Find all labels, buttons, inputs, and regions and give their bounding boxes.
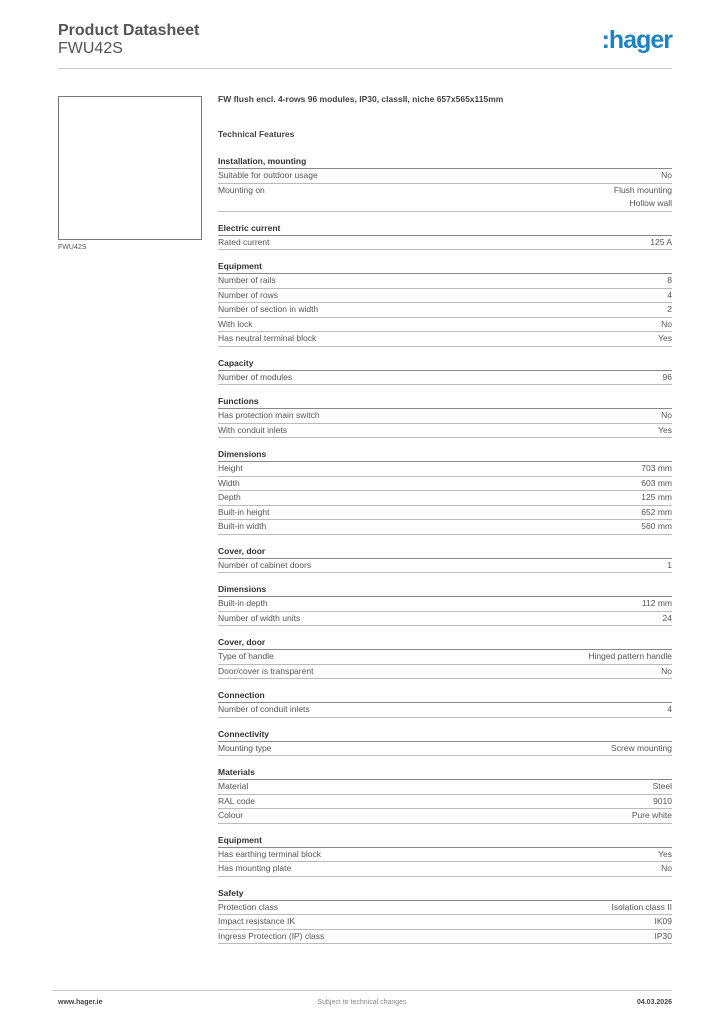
spec-label: Number of cabinet doors [218, 559, 312, 570]
section-heading: Materials [218, 766, 672, 780]
spec-value: Yes [658, 848, 672, 859]
spec-row [218, 371, 672, 386]
spec-row [218, 780, 672, 795]
section-heading: Cover, door [218, 545, 672, 559]
spec-row [218, 506, 672, 521]
spec-label: Material [218, 781, 249, 791]
spec-value: 9010 [653, 795, 672, 806]
spec-label: Protection class [218, 901, 278, 912]
footer-date: 04.03.2026 [636, 999, 672, 1006]
footer-notice: Subject to technical changes [317, 999, 407, 1006]
spec-value: 24 [662, 612, 672, 623]
image-caption: FWU42S [58, 244, 87, 251]
spec-sections [218, 155, 672, 944]
section-heading: Capacity [218, 357, 672, 371]
spec-label: Built-in height [218, 506, 270, 517]
spec-row [218, 665, 672, 680]
section-heading: Dimensions [218, 583, 672, 597]
spec-value: 2 [667, 304, 672, 314]
spec-row [218, 650, 672, 665]
spec-value: Screw mounting [611, 742, 672, 753]
product-description: FW flush encl. 4-rows 96 modules, IP30, classII, niche 657x565x115mm [218, 94, 504, 104]
spec-label: Height [218, 463, 243, 473]
spec-label: Has neutral terminal block [218, 333, 317, 343]
spec-label: Impact resistance IK [218, 916, 296, 926]
section-heading: Cover, door [218, 636, 672, 650]
spec-row [218, 409, 672, 424]
spec-section [218, 766, 672, 824]
spec-label: With lock [218, 318, 253, 329]
spec-row [218, 236, 672, 251]
spec-row [218, 862, 672, 877]
spec-row [218, 597, 672, 612]
spec-row [218, 318, 672, 333]
spec-row [218, 795, 672, 810]
spec-row [218, 303, 672, 318]
spec-row [218, 848, 672, 863]
spec-row [218, 289, 672, 304]
spec-row [218, 332, 672, 347]
product-image [58, 96, 202, 240]
spec-label: Number of section in width [218, 304, 319, 314]
spec-value: 112 mm [641, 598, 672, 608]
section-heading: Safety [218, 887, 672, 901]
section-heading: Electric current [218, 222, 672, 236]
hager-logo: :hager [601, 26, 672, 54]
section-heading: Equipment [218, 834, 672, 848]
section-heading: Dimensions [218, 448, 672, 462]
product-code: FWU42S [58, 40, 123, 57]
spec-row [218, 169, 672, 184]
spec-value: IK09 [654, 916, 672, 926]
spec-label: Type of handle [218, 651, 274, 661]
spec-value: Flush mounting Hollow wall [613, 184, 672, 208]
section-heading: Installation, mounting [218, 155, 672, 169]
spec-value: 125 mm [641, 492, 672, 502]
spec-value: Isolation class II [611, 901, 672, 912]
spec-section [218, 545, 672, 574]
spec-label: Mounting type [218, 742, 272, 753]
spec-value: 125 A [650, 236, 672, 247]
spec-label: With conduit inlets [218, 424, 287, 435]
spec-row [218, 491, 672, 506]
spec-content [218, 94, 672, 944]
spec-row [218, 703, 672, 718]
spec-value: Yes [658, 333, 672, 343]
spec-value: Yes [658, 424, 672, 435]
spec-label: RAL code [218, 795, 256, 806]
spec-row [218, 742, 672, 757]
footer-divider [52, 990, 672, 991]
spec-value: 603 mm [641, 477, 672, 488]
spec-value: No [661, 863, 672, 873]
spec-value: IP30 [654, 930, 672, 941]
spec-label: Has protection main switch [218, 410, 320, 420]
page-title: Product Datasheet [58, 22, 200, 39]
spec-section [218, 887, 672, 945]
spec-label: Width [218, 477, 240, 488]
spec-label: Door/cover is transparent [218, 665, 314, 676]
spec-section [218, 834, 672, 877]
section-heading: Connection [218, 689, 672, 703]
spec-label: Mounting on [218, 184, 265, 195]
header-divider [58, 68, 672, 69]
spec-value: No [661, 665, 672, 676]
spec-section [218, 583, 672, 626]
spec-row [218, 915, 672, 930]
spec-row [218, 520, 672, 535]
spec-row [218, 477, 672, 492]
spec-value: 8 [667, 275, 672, 285]
spec-row [218, 274, 672, 289]
spec-label: Number of width units [218, 612, 301, 623]
spec-section [218, 728, 672, 757]
spec-row [218, 184, 672, 212]
technical-features-heading: Technical Features [218, 129, 295, 139]
section-heading: Connectivity [218, 728, 672, 742]
spec-value: Pure white [631, 810, 672, 820]
spec-value: 4 [667, 289, 672, 300]
spec-label: Suitable for outdoor usage [218, 170, 318, 180]
spec-value: Hinged pattern handle [588, 651, 672, 661]
spec-label: Number of conduit inlets [218, 704, 310, 714]
spec-value: 1 [667, 559, 672, 570]
section-heading: Functions [218, 395, 672, 409]
spec-value: No [661, 410, 672, 420]
spec-row [218, 930, 672, 945]
spec-label: Depth [218, 492, 241, 502]
spec-value: 652 mm [641, 506, 672, 517]
spec-row [218, 559, 672, 574]
spec-section [218, 448, 672, 535]
spec-section [218, 636, 672, 679]
spec-label: Built-in width [218, 521, 267, 531]
spec-label: Number of rails [218, 275, 276, 285]
spec-label: Has earthing terminal block [218, 848, 321, 859]
spec-value: Steel [652, 781, 672, 791]
spec-label: Number of rows [218, 289, 278, 300]
spec-row [218, 424, 672, 439]
spec-section [218, 260, 672, 347]
spec-value: 703 mm [641, 463, 672, 473]
spec-section [218, 689, 672, 718]
spec-value: 96 [662, 371, 672, 382]
spec-row [218, 462, 672, 477]
footer-website[interactable]: www.hager.ie [58, 999, 103, 1006]
spec-label: Has mounting plate [218, 863, 292, 873]
spec-section [218, 357, 672, 386]
spec-value: 4 [667, 704, 672, 714]
spec-value: 560 mm [641, 521, 672, 531]
spec-label: Built-in depth [218, 598, 268, 608]
spec-section [218, 222, 672, 251]
spec-label: Number of modules [218, 371, 293, 382]
spec-row [218, 612, 672, 627]
section-heading: Equipment [218, 260, 672, 274]
spec-section [218, 395, 672, 438]
spec-row [218, 901, 672, 916]
spec-section [218, 155, 672, 212]
spec-value: No [661, 170, 672, 180]
spec-label: Ingress Protection (IP) class [218, 930, 325, 941]
spec-label: Rated current [218, 236, 270, 247]
spec-row [218, 809, 672, 824]
spec-label: Colour [218, 810, 244, 820]
spec-value: No [661, 318, 672, 329]
